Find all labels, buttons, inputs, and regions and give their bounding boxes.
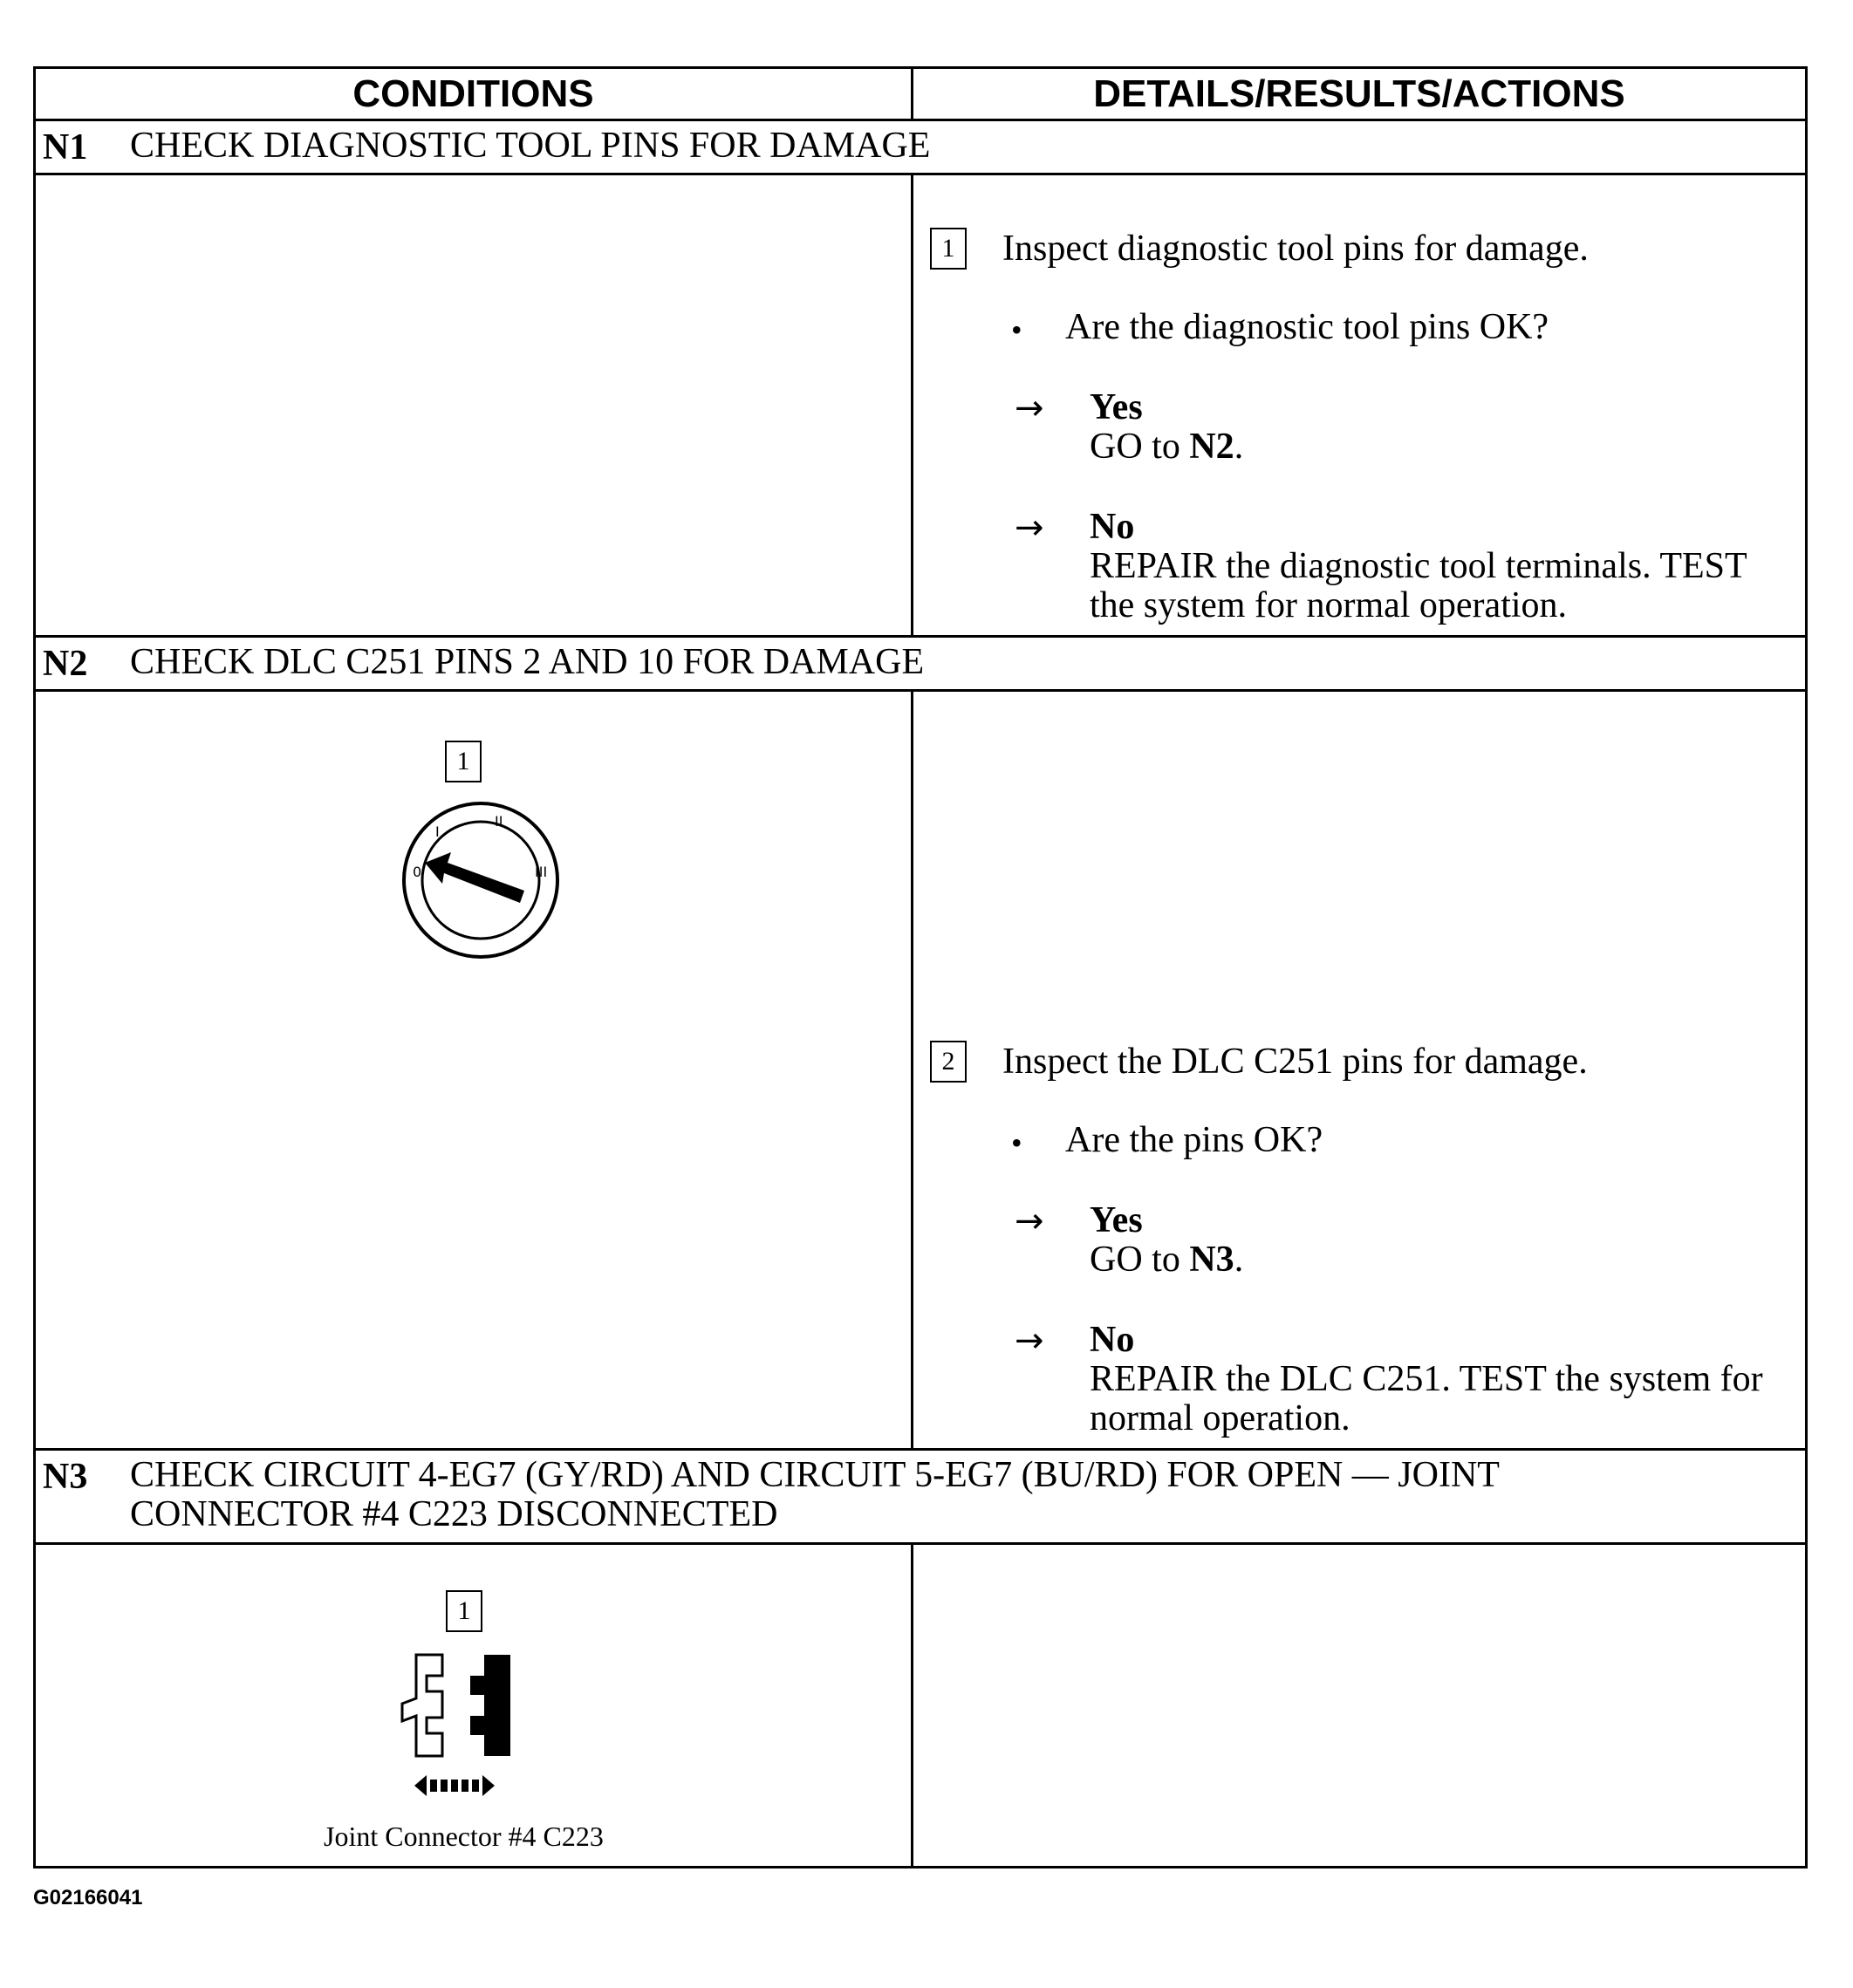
step-n1-body — [36, 175, 1805, 638]
step-number-box: 2 — [930, 1041, 967, 1083]
ignition-position-label: II — [495, 813, 503, 830]
arrow-right-icon: → — [1015, 388, 1044, 428]
step-id: N2 — [43, 644, 88, 684]
connector-disconnect-icon — [376, 1646, 568, 1812]
step-id: N3 — [43, 1457, 88, 1497]
yes-label: Yes — [1090, 387, 1143, 427]
yes-label: Yes — [1090, 1200, 1143, 1240]
conditions-cell — [36, 175, 913, 635]
yes-action — [1090, 427, 1243, 467]
ignition-switch-icon — [393, 793, 568, 967]
yes-action-punct: . — [1234, 1240, 1244, 1280]
step-n2-body — [36, 692, 1805, 1451]
yes-action-text: GO to — [1090, 427, 1190, 467]
no-action-line2: normal operation. — [1090, 1398, 1350, 1438]
table-header — [36, 69, 1805, 121]
yes-action — [1090, 1240, 1243, 1280]
question-text: Are the pins OK? — [1065, 1120, 1323, 1160]
question-text: Are the diagnostic tool pins OK? — [1065, 307, 1549, 347]
yes-action-punct: . — [1234, 427, 1244, 467]
ignition-position-label: I — [435, 823, 440, 840]
yes-action-text: GO to — [1090, 1240, 1190, 1280]
step-number-box: 1 — [930, 228, 967, 270]
figure-id: G02166041 — [33, 1886, 143, 1909]
ignition-position-label: 0 — [413, 864, 422, 880]
yes-action-ref: N3 — [1189, 1240, 1234, 1280]
figure-step-number-box: 1 — [446, 1590, 482, 1632]
arrow-right-icon: → — [1015, 508, 1044, 548]
figure-caption: Joint Connector #4 C223 — [324, 1821, 604, 1852]
no-action-line2: the system for normal operation. — [1090, 585, 1568, 625]
step-n3-body — [36, 1545, 1805, 1866]
step-n3-title-row — [36, 1451, 1805, 1545]
step-title-line1: CHECK CIRCUIT 4-EG7 (GY/RD) AND CIRCUIT 5-EG7 (BU/RD) FOR OPEN — JOINT — [130, 1455, 1500, 1495]
conditions-header: CONDITIONS — [36, 69, 913, 119]
no-action-line1: REPAIR the diagnostic tool terminals. TEST — [1090, 546, 1747, 586]
yes-action-ref: N2 — [1189, 427, 1234, 467]
diagnostic-table — [33, 66, 1808, 1868]
conditions-cell — [36, 1545, 913, 1866]
conditions-cell — [36, 692, 913, 1448]
figure-step-number-box: 1 — [445, 741, 482, 782]
bullet-icon: • — [1011, 312, 1022, 347]
arrow-right-icon: → — [1015, 1201, 1044, 1241]
step-title: CHECK DLC C251 PINS 2 AND 10 FOR DAMAGE — [130, 642, 925, 682]
step-n2-title-row — [36, 638, 1805, 692]
no-label: No — [1090, 1320, 1135, 1360]
ignition-position-label: III — [535, 864, 548, 880]
details-header: DETAILS/RESULTS/ACTIONS — [1093, 72, 1625, 115]
no-label: No — [1090, 507, 1135, 547]
step-n1-title-row — [36, 121, 1805, 175]
bullet-icon: • — [1011, 1125, 1022, 1160]
step-id: N1 — [43, 127, 88, 167]
instruction-text: Inspect diagnostic tool pins for damage. — [1002, 229, 1589, 269]
arrow-right-icon: → — [1015, 1321, 1044, 1361]
step-title-line2: CONNECTOR #4 C223 DISCONNECTED — [130, 1494, 778, 1534]
step-title: CHECK DIAGNOSTIC TOOL PINS FOR DAMAGE — [130, 126, 931, 166]
instruction-text: Inspect the DLC C251 pins for damage. — [1002, 1042, 1588, 1082]
no-action-line1: REPAIR the DLC C251. TEST the system for — [1090, 1359, 1763, 1399]
